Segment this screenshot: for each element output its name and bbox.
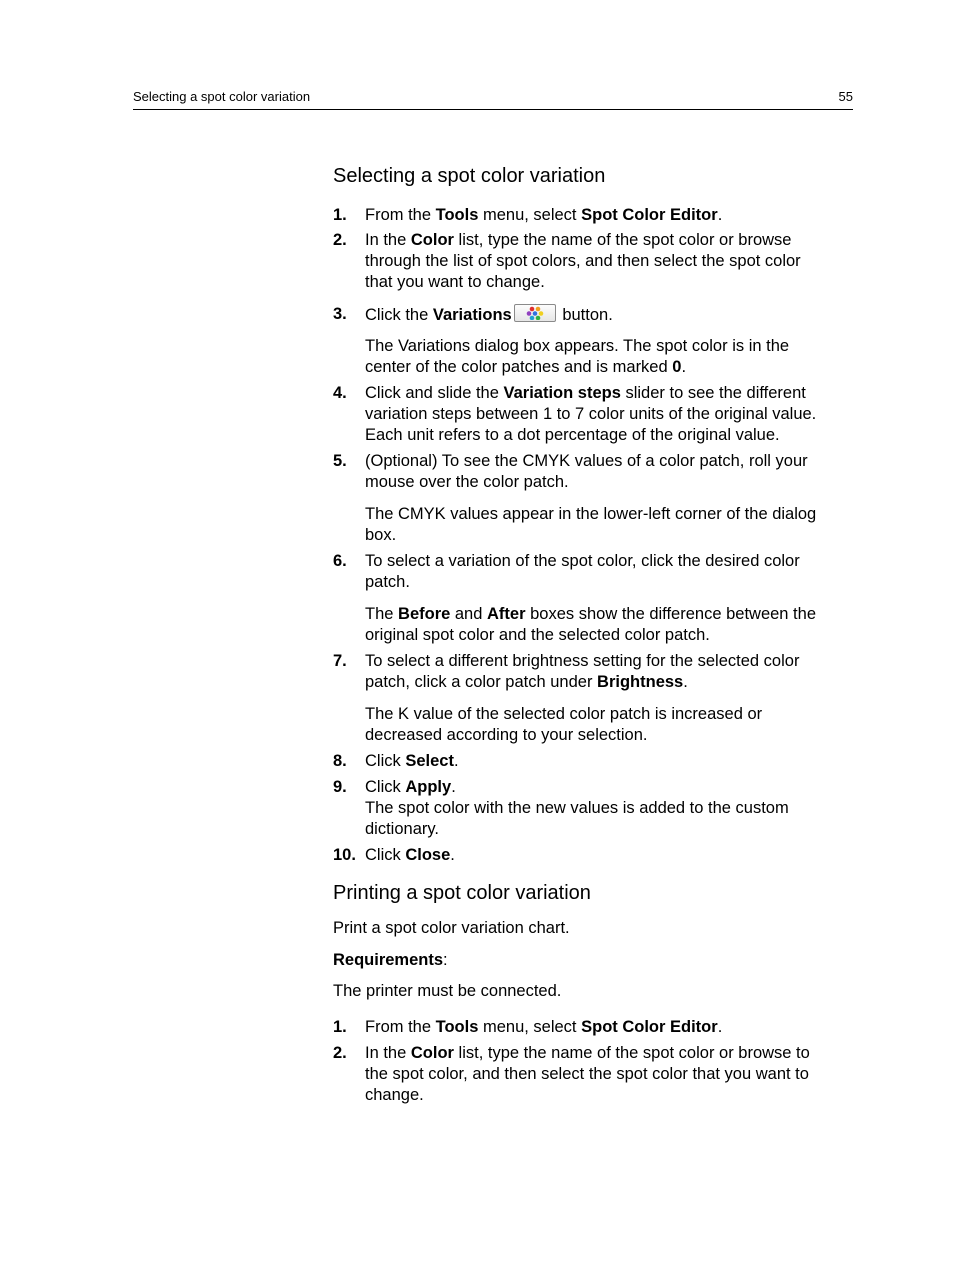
step-number: 1. — [333, 206, 347, 224]
step-number: 2. — [333, 231, 347, 249]
step-text: (Optional) To see the CMYK values of a color patch, roll your mouse over the color patch. — [365, 452, 808, 491]
section-heading-selecting: Selecting a spot color variation — [333, 165, 606, 187]
step-text: In the Color list, type the name of the spot color or browse to the spot color, and then select the spot color that you want to change. — [365, 1044, 810, 1104]
step-text: Click the Variations button. — [365, 306, 613, 324]
step-text: Click and slide the Variation steps slider to see the different variation steps between 1 to 7 color units of the original value. Each unit refers to a dot percentage of the original value. — [365, 384, 817, 444]
step-number: 9. — [333, 778, 347, 796]
step-number: 5. — [333, 452, 347, 470]
variations-icon — [514, 304, 556, 322]
step-number: 1. — [333, 1018, 347, 1036]
step-text: To select a different brightness setting for the selected color patch, click a color patch under Brightness. — [365, 652, 800, 691]
step-number: 7. — [333, 652, 347, 670]
step-number: 3. — [333, 305, 347, 323]
step-text: In the Color list, type the name of the spot color or browse through the list of spot colors, and then select the spot color that you want to change. — [365, 231, 801, 291]
step-text: Click Close. — [365, 846, 455, 864]
page-number: 55 — [838, 89, 853, 104]
step-text: From the Tools menu, select Spot Color Editor. — [365, 206, 723, 224]
step-number: 8. — [333, 752, 347, 770]
step-number: 10. — [333, 846, 356, 864]
step-7-note: The K value of the selected color patch is increased or decreased according to your selection. — [365, 705, 763, 744]
header-title: Selecting a spot color variation — [133, 89, 311, 104]
step-number: 4. — [333, 384, 347, 402]
step-text: From the Tools menu, select Spot Color Editor. — [365, 1018, 723, 1036]
step-number: 2. — [333, 1044, 347, 1062]
requirements-label: Requirements: — [333, 951, 448, 969]
section-intro: Print a spot color variation chart. — [333, 919, 570, 937]
running-header — [133, 89, 853, 110]
step-6-note: The Before and After boxes show the difference between the original spot color and the selected color patch. — [365, 605, 816, 644]
requirements-text: The printer must be connected. — [333, 982, 562, 1000]
section-heading-printing: Printing a spot color variation — [333, 882, 591, 904]
step-5-note: The CMYK values appear in the lower-left corner of the dialog box. — [365, 505, 817, 544]
step-text: To select a variation of the spot color, click the desired color patch. — [365, 552, 800, 591]
step-text: Click Apply. The spot color with the new values is added to the custom dictionary. — [365, 778, 789, 838]
step-3-note: The Variations dialog box appears. The spot color is in the center of the color patches and is marked 0. — [365, 337, 790, 376]
step-text: Click Select. — [365, 752, 459, 770]
step-number: 6. — [333, 552, 347, 570]
